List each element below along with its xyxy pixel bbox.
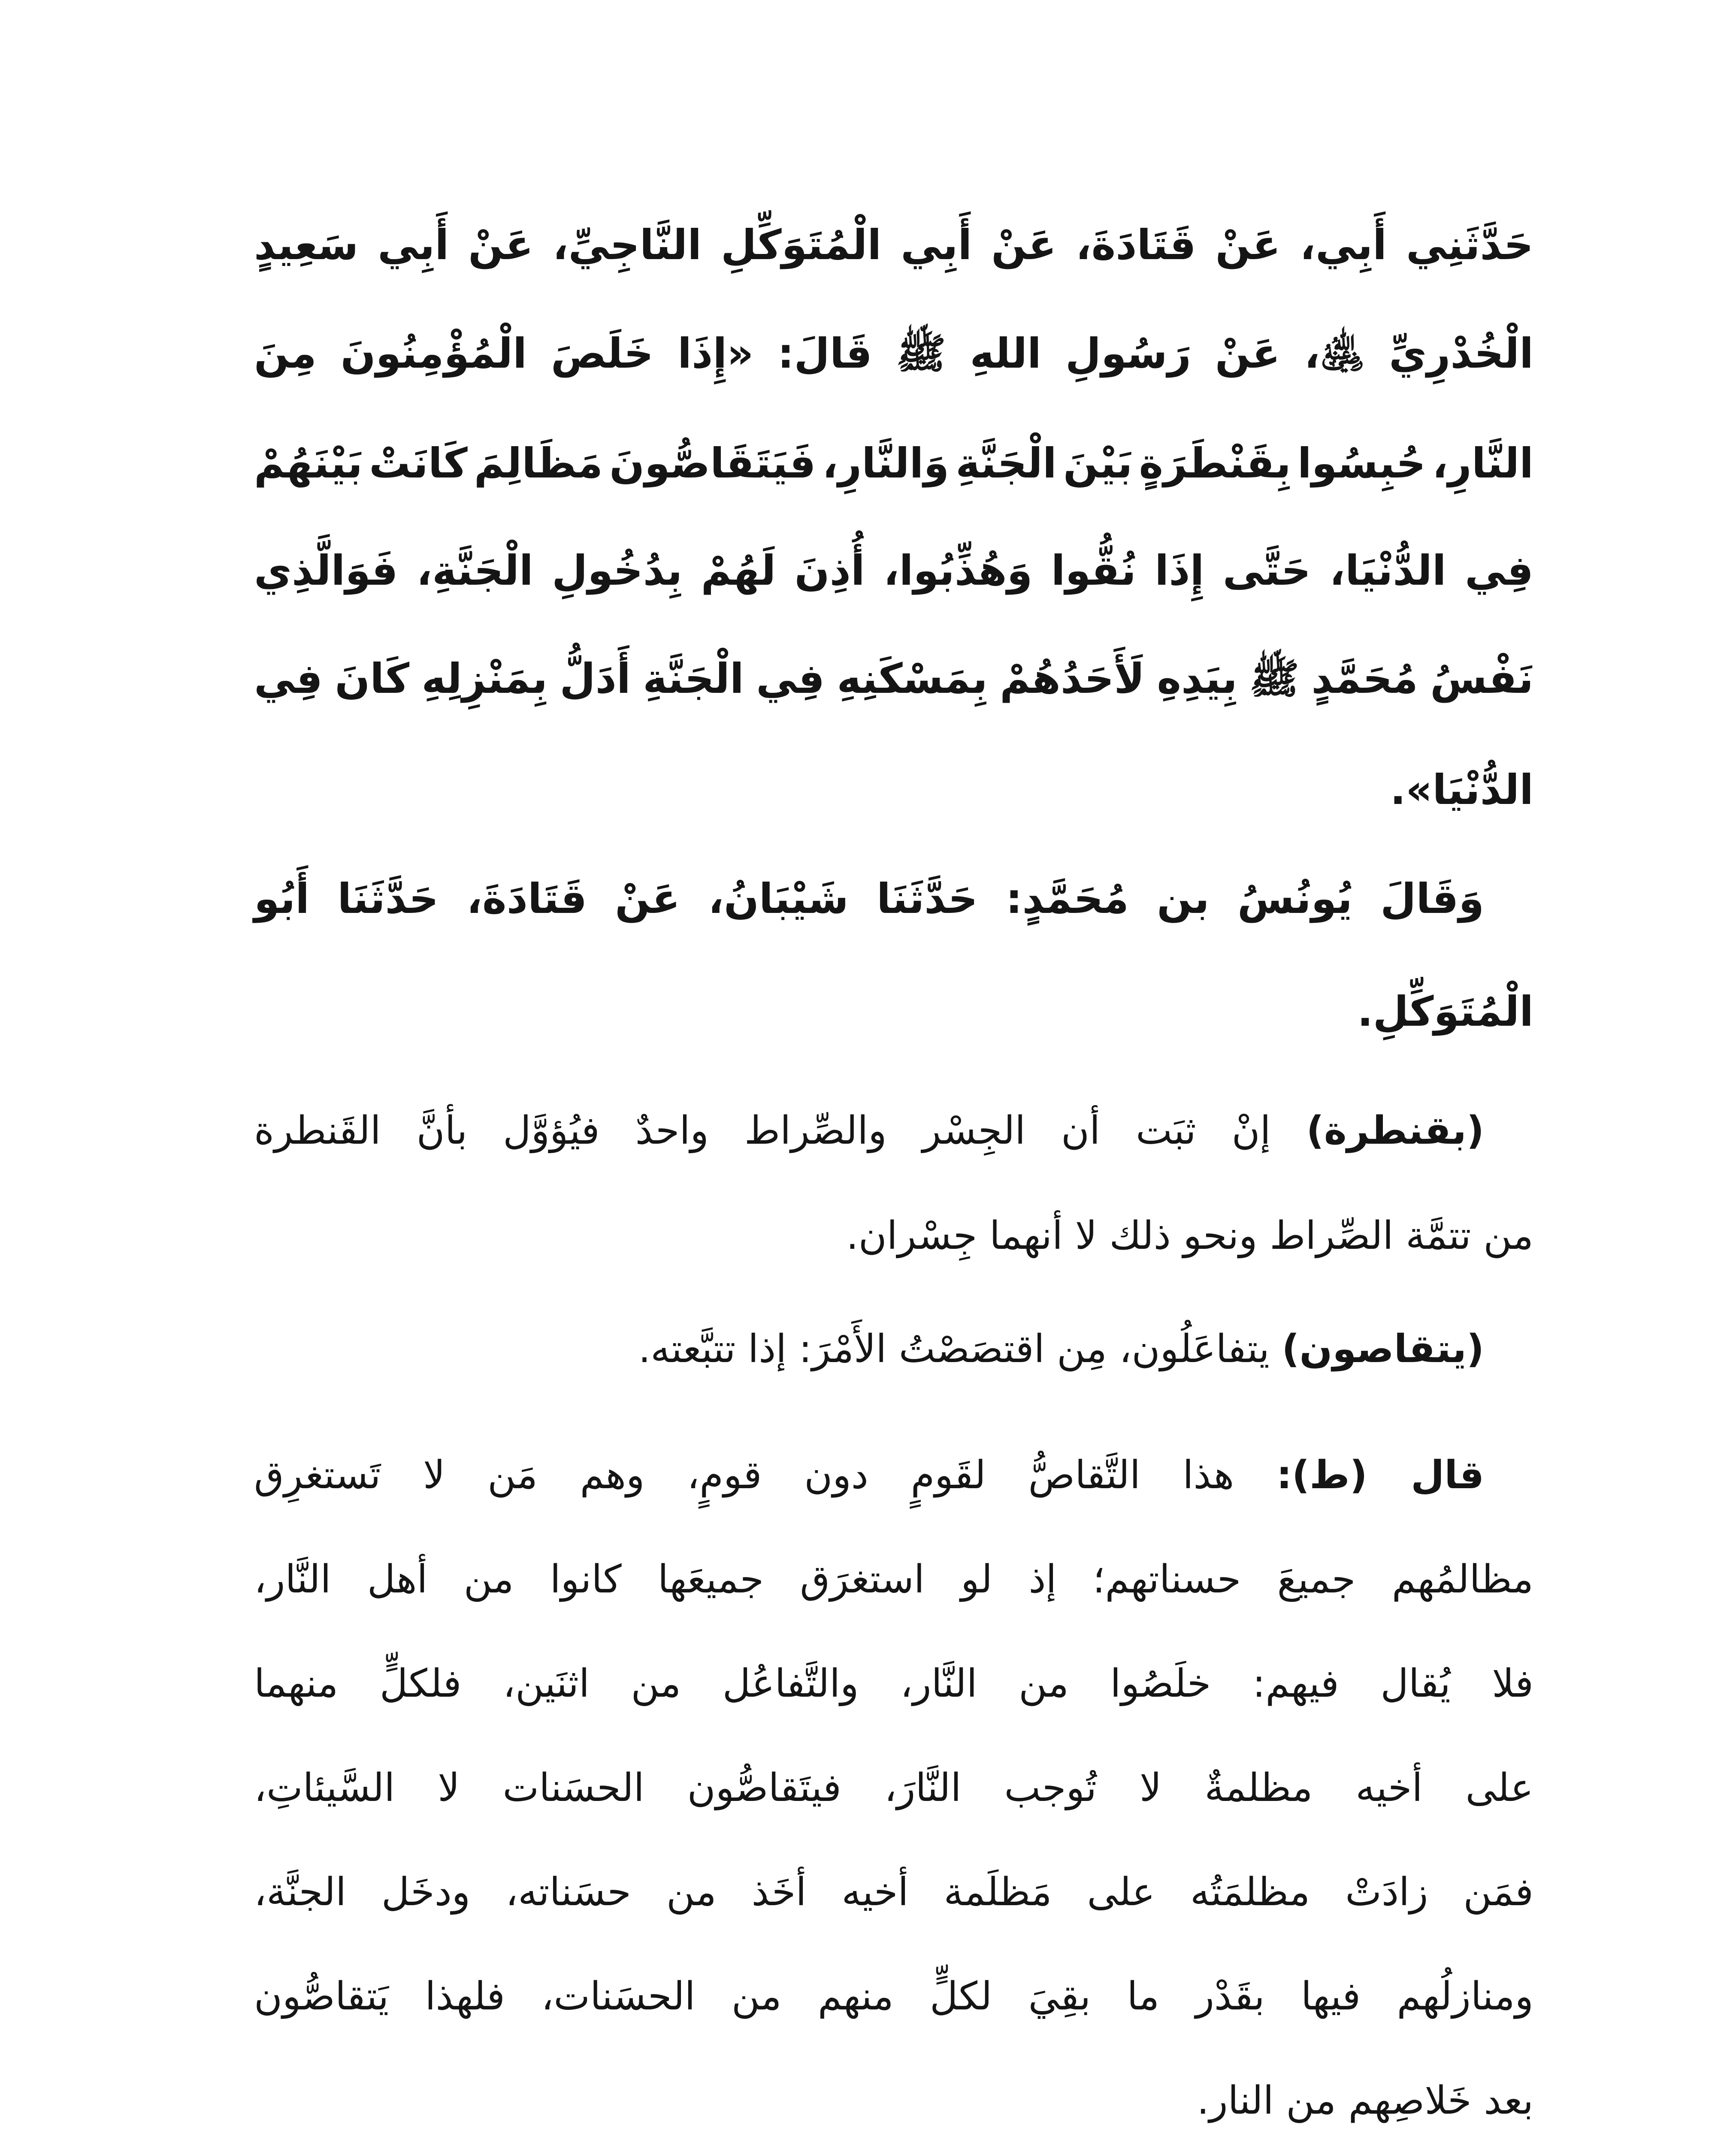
gloss-text: يتفاعَلُون، مِن اقتصَصْتُ الأَمْرَ: إذا تتبَّعته. [638, 1326, 1270, 1372]
gloss-term-yataqassun: (يتقاصون) [1282, 1326, 1484, 1372]
gloss-biqantara-line-1 [254, 1082, 1533, 1180]
commentary-qala-t-line-5: فمَن زادَتْ مظلمَتُه على مَظلَمة أخيه أخَذ من حسَناته، ودخَل الجنَّة، [254, 1870, 1533, 1915]
commentary-qala-t-line-2: مظالمُهم جميعَ حسناتهم؛ إذ لو استغرَق جميعَها كانوا من أهل النَّار، [254, 1557, 1533, 1602]
hadith-line-1: حَدَّثَنِي أَبِي، عَنْ قَتَادَةَ، عَنْ أَبِي الْمُتَوَكِّلِ النَّاجِيِّ، عَنْ أَبِي سَعِيدٍ [254, 221, 1533, 269]
narration-line-1: وَقَالَ يُونُسُ بن مُحَمَّدٍ: حَدَّثَنَا شَيْبَانُ، عَنْ قَتَادَةَ، حَدَّثَنَا أَبُو [254, 875, 1484, 923]
hadith-line-3: النَّارِ، حُبِسُوا بِقَنْطَرَةٍ بَيْنَ الْجَنَّةِ وَالنَّارِ، فَيَتَقَاصُّونَ مَظَالِمَ كَانَتْ بَيْنَهُمْ [254, 439, 1533, 487]
hadith-line-4: فِي الدُّنْيَا، حَتَّى إِذَا نُقُّوا وَهُذِّبُوا، أُذِنَ لَهُمْ بِدُخُولِ الْجَنَّةِ، فَوَالَّذِي [254, 547, 1533, 595]
hadith-line-5: نَفْسُ مُحَمَّدٍ ﷺ بِيَدِهِ لَأَحَدُهُمْ بِمَسْكَنِهِ فِي الْجَنَّةِ أَدَلُّ بِمَنْزِلِهِ كَانَ فِي [254, 655, 1533, 703]
commentary-qala-t-line-4: على أخيه مظلمةٌ لا تُوجب النَّارَ، فيتَقاصُّون الحسَنات لا السَّيئاتِ، [254, 1765, 1533, 1810]
hadith-line-6: الدُّنْيَا». [1390, 766, 1533, 814]
commentary-qala-t-line-7: بعد خَلاصِهم من النار. [1197, 2078, 1533, 2123]
commentary-qala-t-line-1 [254, 1426, 1533, 1525]
gloss-term-biqantara: (بقنطرة) [1306, 1108, 1484, 1153]
commentary-qala-t-line-3: فلا يُقال فيهم: خلَصُوا من النَّار، والتَّفاعُل من اثنَين، فلكلٍّ منهما [254, 1661, 1533, 1706]
commentary-lead-qala-t: قال (ط): [1276, 1453, 1484, 1498]
gloss-biqantara-line-2: من تتمَّة الصِّراط ونحو ذلك لا أنهما جِسْران. [846, 1213, 1533, 1258]
gloss-yataqassun-line-1 [254, 1300, 1533, 1399]
hadith-line-2: الْخُدْرِيِّ ﵁، عَنْ رَسُولِ اللهِ ﷺ قَالَ: «إِذَا خَلَصَ الْمُؤْمِنُونَ مِنَ [254, 329, 1533, 378]
commentary-text: هذا التَّقاصُّ لقَومٍ دون قومٍ، وهم مَن لا تَستغرِق [254, 1453, 1234, 1498]
gloss-text: إنْ ثبَت أن الجِسْر والصِّراط واحدٌ فيُؤوَّل بأنَّ القَنطرة [254, 1108, 1271, 1153]
narration-line-2: الْمُتَوَكِّلِ. [1357, 988, 1533, 1036]
commentary-qala-t-line-6: ومنازلُهم فيها بقَدْر ما بقِيَ لكلٍّ منهم من الحسَنات، فلهذا يَتقاصُّون [254, 1974, 1533, 2019]
